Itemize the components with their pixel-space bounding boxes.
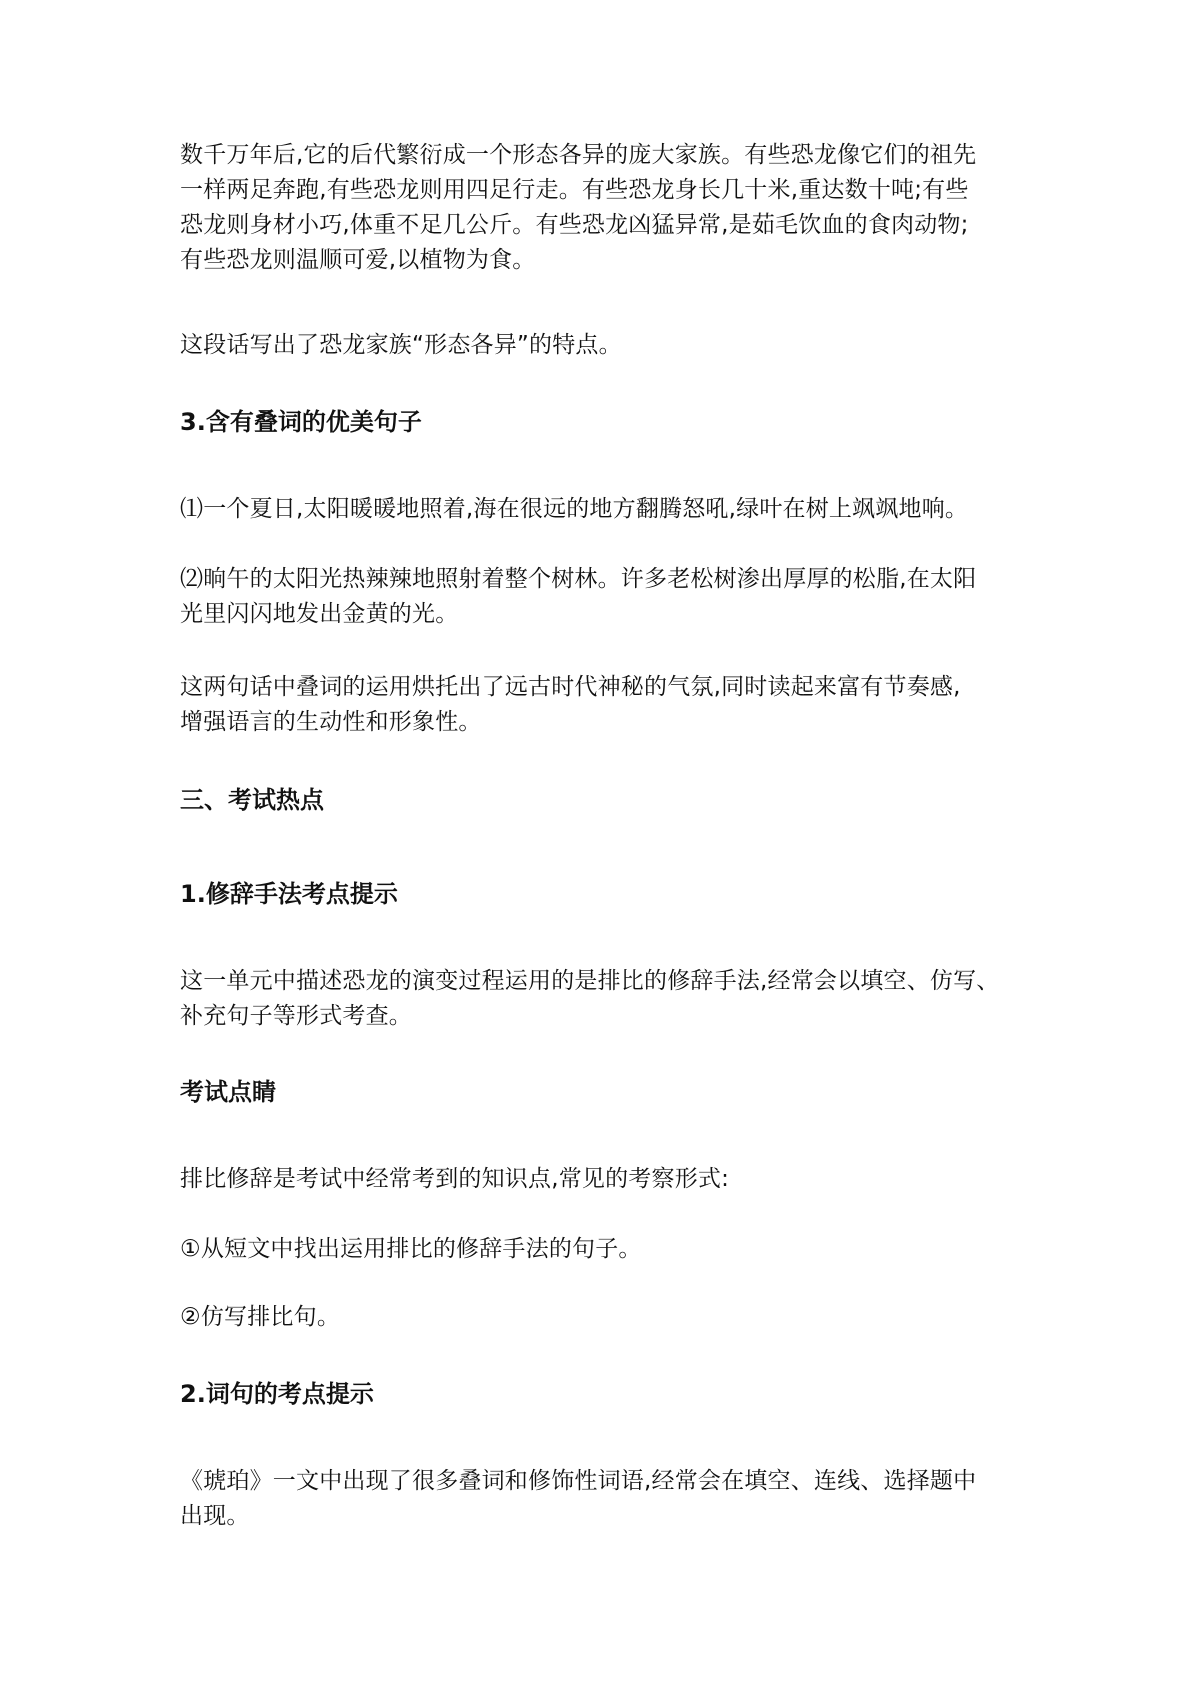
heading-word-sentence-tips: 2.词句的考点提示 [180, 1380, 374, 1408]
paragraph-line: ⑵晌午的太阳光热辣辣地照射着整个树林。许多老松树渗出厚厚的松脂,在太阳 [180, 566, 977, 592]
paragraph-line: 有些恐龙则温顺可爱,以植物为食。 [180, 247, 536, 273]
list-item-find-sentences: ①从短文中找出运用排比的修辞手法的句子。 [180, 1236, 642, 1262]
heading-reduplicated-sentences: 3.含有叠词的优美句子 [180, 408, 422, 436]
paragraph-line: 《琥珀》一文中出现了很多叠词和修饰性词语,经常会在填空、连线、选择题中 [180, 1468, 977, 1494]
heading-rhetoric-tips: 1.修辞手法考点提示 [180, 880, 398, 908]
paragraph-line: 补充句子等形式考查。 [180, 1003, 412, 1029]
paragraph-line: 光里闪闪地发出金黄的光。 [180, 601, 459, 627]
paragraph-sentence-2 [180, 562, 1020, 632]
paragraph-dinosaur-family [180, 138, 1020, 278]
paragraph-rhetoric [180, 964, 1020, 1034]
paragraph-line: 这一单元中描述恐龙的演变过程运用的是排比的修辞手法,经常会以填空、仿写、 [180, 968, 1000, 994]
paragraph-line: 出现。 [180, 1503, 250, 1529]
paragraph-parallelism: 排比修辞是考试中经常考到的知识点,常见的考察形式: [180, 1166, 730, 1192]
paragraph-sentence-summary [180, 670, 1020, 740]
heading-exam-focus: 考试点睛 [180, 1078, 276, 1106]
paragraph-line: 恐龙则身材小巧,体重不足几公斤。有些恐龙凶猛异常,是茹毛饮血的食肉动物; [180, 212, 969, 238]
heading-exam-hotspots: 三、考试热点 [180, 786, 324, 814]
paragraph-line: 增强语言的生动性和形象性。 [180, 709, 482, 735]
paragraph-line: 数千万年后,它的后代繁衍成一个形态各异的庞大家族。有些恐龙像它们的祖先 [180, 142, 977, 168]
paragraph-amber [180, 1464, 1020, 1534]
paragraph-line: 这两句话中叠词的运用烘托出了远古时代神秘的气氛,同时读起来富有节奏感, [180, 674, 961, 700]
paragraph-line: 一样两足奔跑,有些恐龙则用四足行走。有些恐龙身长几十米,重达数十吨;有些 [180, 177, 969, 203]
paragraph-feature-note: 这段话写出了恐龙家族“形态各异”的特点。 [180, 332, 622, 358]
paragraph-sentence-1: ⑴一个夏日,太阳暖暖地照着,海在很远的地方翻腾怒吼,绿叶在树上飒飒地响。 [180, 496, 969, 522]
list-item-imitate-writing: ②仿写排比句。 [180, 1304, 341, 1330]
